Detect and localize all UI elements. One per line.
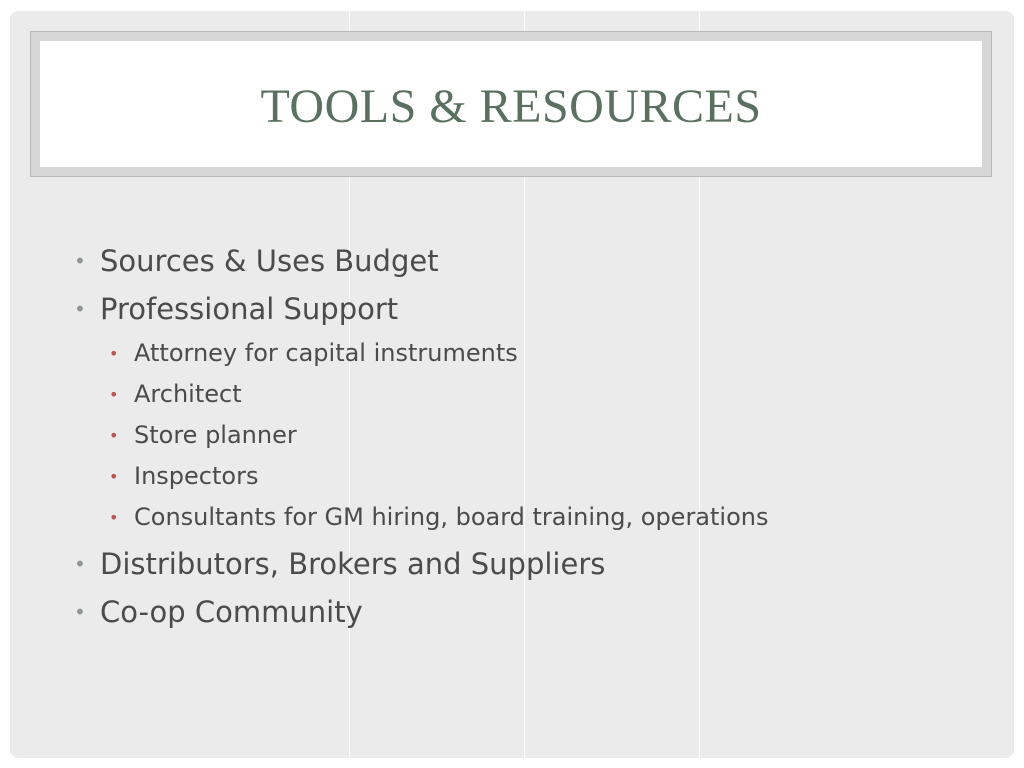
bullet-icon: •	[74, 600, 86, 624]
sub-bullet-icon: •	[109, 426, 119, 445]
bullet-item	[70, 285, 970, 538]
sub-bullet-icon: •	[109, 467, 119, 486]
slide	[10, 11, 1014, 758]
sub-bullet-text: Store planner	[134, 421, 297, 449]
sub-bullet-item	[100, 374, 970, 415]
bullet-text: Distributors, Brokers and Suppliers	[100, 547, 606, 581]
bullet-text: Co-op Community	[100, 595, 363, 629]
sub-bullet-item	[100, 497, 970, 538]
sub-bullet-text: Consultants for GM hiring, board training, operations	[134, 503, 769, 531]
bullet-icon: •	[74, 297, 86, 321]
title-frame	[30, 31, 992, 177]
title-box	[40, 41, 982, 167]
sub-bullet-text: Attorney for capital instruments	[134, 339, 518, 367]
slide-title: TOOLS & RESOURCES	[260, 79, 762, 133]
bullet-item	[70, 588, 970, 636]
bullet-text: Professional Support	[100, 292, 399, 326]
sub-bullet-item	[100, 333, 970, 374]
sub-bullet-item	[100, 415, 970, 456]
sub-bullet-text: Architect	[134, 380, 242, 408]
sub-bullet-icon: •	[109, 385, 119, 404]
bullet-item	[70, 237, 970, 285]
bullet-icon: •	[74, 552, 86, 576]
bullet-icon: •	[74, 249, 86, 273]
sub-bullet-text: Inspectors	[134, 462, 259, 490]
slide-content	[70, 237, 970, 636]
sub-bullet-icon: •	[109, 508, 119, 527]
sub-bullet-icon: •	[109, 344, 119, 363]
sub-bullet-list	[100, 333, 970, 538]
bullet-list	[70, 237, 970, 636]
bullet-item	[70, 540, 970, 588]
sub-bullet-item	[100, 456, 970, 497]
bullet-text: Sources & Uses Budget	[100, 244, 439, 278]
